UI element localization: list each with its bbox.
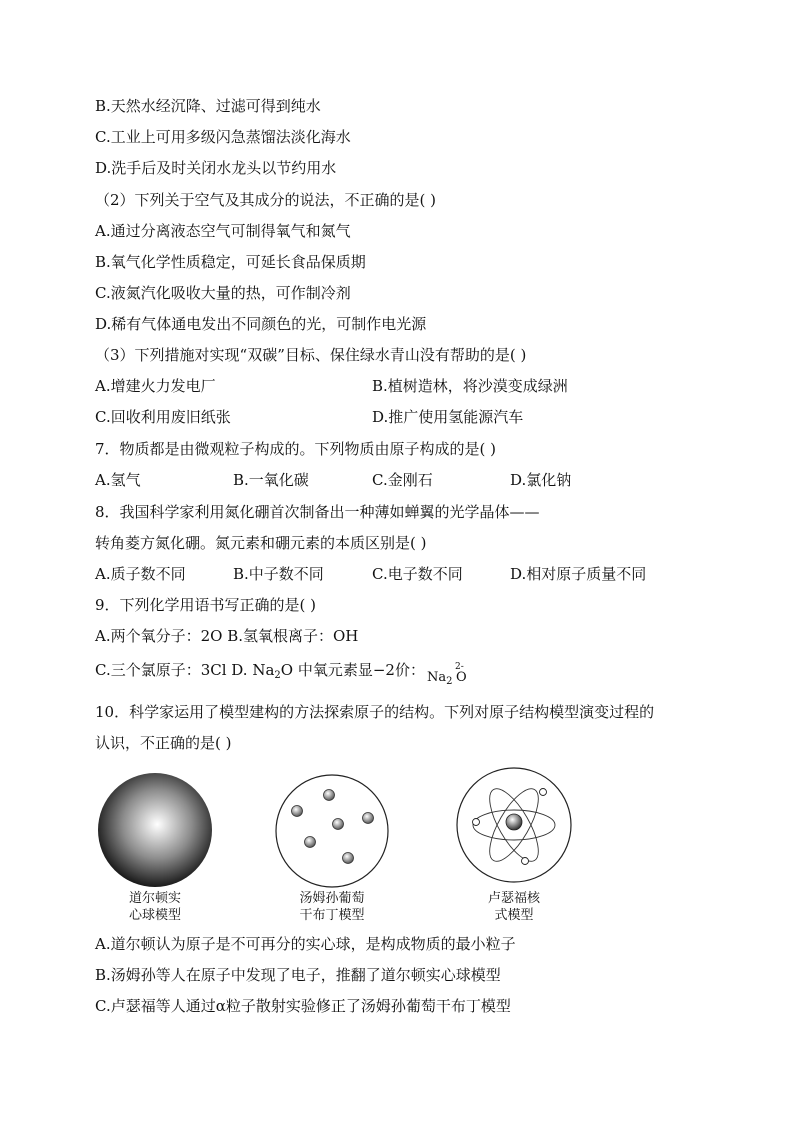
formula-na: $Na_2$ [427,670,453,687]
dalton-caption-line-2: 心球模型 [128,908,181,923]
q7-stem: 7．物质都是由微观粒子构成的。下列物质由原子构成的是( ) [95,440,497,458]
q7-option-d: D.氯化钠 [510,471,572,489]
formula-charge: 2- [455,662,464,672]
q6-2-option-c: C.液氮汽化吸收大量的热，可作制冷剂 [95,284,351,302]
q6-3-option-d: D.推广使用氢能源汽车 [372,408,524,426]
q8-stem-line-2: 转角菱方氮化硼。氮元素和硼元素的本质区别是( ) [95,534,427,552]
q8-option-a: A.质子数不同 [95,565,186,583]
rutherford-caption-line-2: 式模型 [494,908,534,923]
q6-2-option-d: D.稀有气体通电发出不同颜色的光，可制作电光源 [95,315,427,333]
oxide-formula [427,662,487,690]
q9-options-ab: A.两个氧分子：2O B.氢氧根离子：OH [95,627,359,645]
q8-option-c: C.电子数不同 [372,565,463,583]
rutherford-nuclear-model [453,765,578,890]
q10-stem-line-2: 认识，不正确的是( ) [95,734,232,752]
q10-option-c: C.卢瑟福等人通过α粒子散射实验修正了汤姆孙葡萄干布丁模型 [95,997,511,1015]
q7-option-b: B.一氧化碳 [233,471,309,489]
q10-option-a: A.道尔顿认为原子是不可再分的实心球，是构成物质的最小粒子 [95,935,516,953]
q8-stem-line-1: 8．我国科学家利用氮化硼首次制备出一种薄如蝉翼的光学晶体—— [95,503,540,521]
q6-3-option-a: A.增建火力发电厂 [95,377,216,395]
rutherford-caption-line-1: 卢瑟福核 [487,891,540,906]
dalton-caption-line-1: 道尔顿实 [128,891,181,906]
q6-option-b: B.天然水经沉降、过滤可得到纯水 [95,97,321,115]
q10-option-b: B.汤姆孙等人在原子中发现了电子，推翻了道尔顿实心球模型 [95,966,501,984]
q6-2-option-b: B.氧气化学性质稳定，可延长食品保质期 [95,253,366,271]
q6-3-option-c: C.回收利用废旧纸张 [95,408,231,426]
q7-option-a: A.氢气 [95,471,141,489]
thomson-plum-pudding-model [272,772,392,892]
q8-option-b: B.中子数不同 [233,565,324,583]
q6-option-d: D.洗手后及时关闭水龙头以节约用水 [95,159,337,177]
q6-2-stem: （2）下列关于空气及其成分的说法，不正确的是( ) [95,191,437,209]
q8-option-d: D.相对原子质量不同 [510,565,647,583]
q6-3-option-b: B.植树造林，将沙漠变成绿洲 [372,377,568,395]
q6-2-option-a: A.通过分离液态空气可制得氧气和氮气 [95,222,351,240]
q9-options-cd [95,660,425,686]
q9-stem: 9．下列化学用语书写正确的是( ) [95,596,317,614]
q6-option-c: C.工业上可用多级闪急蒸馏法淡化海水 [95,128,351,146]
q6-3-stem: （3）下列措施对实现“双碳”目标、保住绿水青山没有帮助的是( ) [95,346,527,364]
dalton-solid-sphere-model [95,770,215,890]
q10-stem-line-1: 10．科学家运用了模型建构的方法探索原子的结构。下列对原子结构模型演变过程的 [95,703,655,721]
thomson-caption-line-1: 汤姆孙葡萄 [299,891,365,906]
thomson-caption-line-2: 干布丁模型 [299,908,365,923]
q9-cd-subscript: 2 [274,670,281,681]
q9-cd-pre: C.三个氯原子：3Cl D. Na [95,661,275,679]
q9-cd-post: O 中氧元素显−2价： [280,661,425,679]
formula-o: O [456,670,467,685]
q7-option-c: C.金刚石 [372,471,433,489]
